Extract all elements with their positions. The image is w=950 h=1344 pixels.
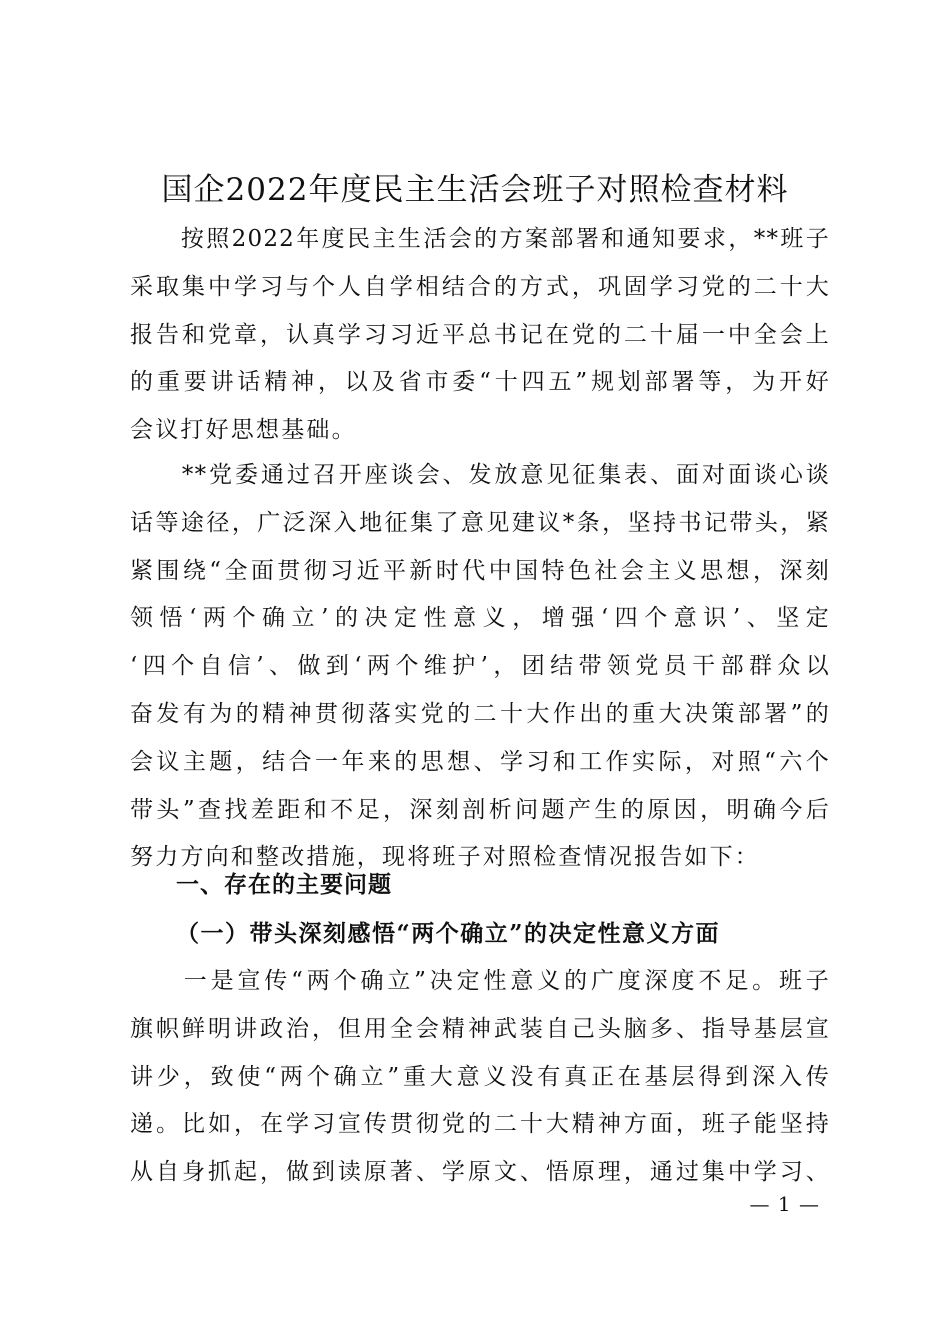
text-line: 旗帜鲜明讲政治，但用全会精神武装自己头脑多、指导基层宣 xyxy=(130,1015,830,1042)
paragraph-3 xyxy=(130,958,830,1197)
subsection-1-heading-wrap xyxy=(176,910,876,958)
document-title: 国企2022年度民主生活会班子对照检查材料 xyxy=(161,172,789,208)
text-line: 努力方向和整改措施，现将班子对照检查情况报告如下： xyxy=(130,844,760,871)
page-number: — 1 — xyxy=(749,1192,820,1216)
section-1-heading-wrap xyxy=(176,862,876,910)
text-line: 紧围绕“全面贯彻习近平新时代中国特色社会主义思想，深刻 xyxy=(130,557,830,584)
text-line: **党委通过召开座谈会、发放意见征集表、面对面谈心谈 xyxy=(130,462,830,488)
text-line: 奋发有为的精神贯彻落实党的二十大作出的重大决策部署”的 xyxy=(130,700,830,727)
text-line: 递。比如，在学习宣传贯彻党的二十大精神方面，班子能坚持 xyxy=(130,1111,830,1138)
text-line: 的重要讲话精神，以及省市委“十四五”规划部署等，为开好 xyxy=(130,369,830,396)
text-line: 按照2022年度民主生活会的方案部署和通知要求，**班子 xyxy=(130,226,830,252)
text-line: 采取集中学习与个人自学相结合的方式，巩固学习党的二十大 xyxy=(130,273,830,300)
text-line: 一是宣传“两个确立”决定性意义的广度深度不足。班子 xyxy=(130,968,830,994)
text-line: 带头”查找差距和不足，深刻剖析问题产生的原因，明确今后 xyxy=(130,796,830,823)
text-line: 会议打好思想基础。 xyxy=(130,417,357,444)
paragraph-1 xyxy=(130,216,830,455)
text-line: 讲少，致使“两个确立”重大意义没有真正在基层得到深入传 xyxy=(130,1063,830,1090)
paragraph-2 xyxy=(130,452,830,882)
text-line: 从自身抓起，做到读原著、学原文、悟原理，通过集中学习、 xyxy=(130,1159,830,1186)
text-line: 会议主题，结合一年来的思想、学习和工作实际，对照“六个 xyxy=(130,748,830,775)
text-line: ‘四个自信’、做到‘两个维护’，团结带领党员干部群众以 xyxy=(130,653,830,680)
section-heading: 一、存在的主要问题 xyxy=(176,872,392,898)
subsection-heading: （一）带头深刻感悟“两个确立”的决定性意义方面 xyxy=(176,920,720,947)
text-line: 话等途径，广泛深入地征集了意见建议*条，坚持书记带头，紧 xyxy=(130,509,830,536)
text-line: 领悟‘两个确立’的决定性意义，增强‘四个意识’、坚定 xyxy=(130,605,830,632)
text-line: 报告和党章，认真学习习近平总书记在党的二十届一中全会上 xyxy=(130,321,830,348)
